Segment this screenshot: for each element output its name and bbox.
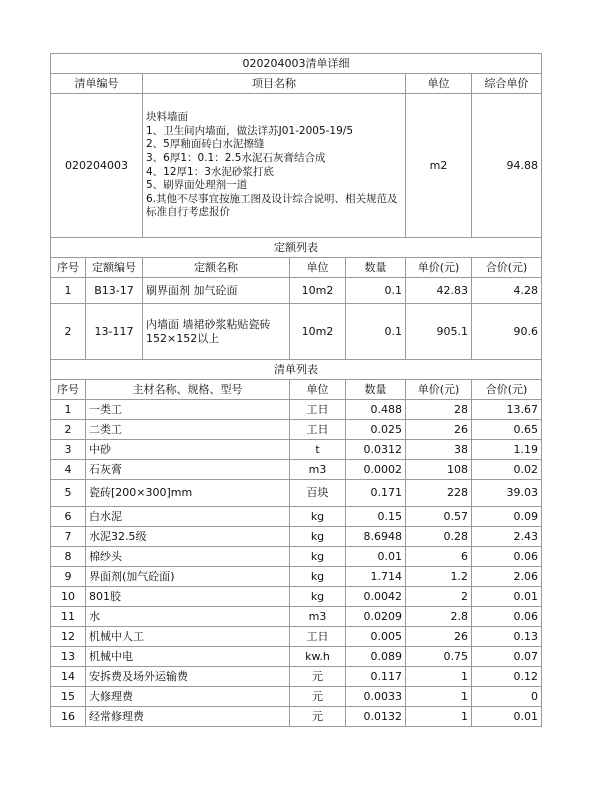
material-row [51, 687, 542, 707]
desc-line: 5、刷界面处理剂一道 [146, 179, 248, 192]
material-row [51, 507, 542, 527]
quota-no: 2 [51, 304, 86, 360]
material-name: 水泥32.5级 [86, 527, 290, 547]
material-price: 1 [406, 687, 472, 707]
material-price: 108 [406, 460, 472, 480]
material-no: 10 [51, 587, 86, 607]
material-price: 0.57 [406, 507, 472, 527]
material-price: 0.75 [406, 647, 472, 667]
desc-line: 6.其他不尽事宜按施工图及设计综合说明、相关规范及标准自行考虑报价 [146, 192, 398, 219]
material-total: 0.13 [472, 627, 542, 647]
quota-section-title: 定额列表 [51, 238, 542, 258]
quota-name: 刷界面剂 加气砼面 [143, 278, 290, 304]
material-unit: 工日 [290, 400, 346, 420]
desc-line: 块料墙面 [146, 111, 188, 124]
material-qty: 1.714 [346, 567, 406, 587]
material-price: 1 [406, 667, 472, 687]
materials-col-unit: 单位 [290, 380, 346, 400]
quota-total: 90.6 [472, 304, 542, 360]
item-price: 94.88 [472, 94, 542, 238]
material-qty: 0.089 [346, 647, 406, 667]
material-unit: kg [290, 567, 346, 587]
quota-col-price: 单价(元) [406, 258, 472, 278]
material-name: 二类工 [86, 420, 290, 440]
title-row [51, 54, 542, 74]
material-price: 1 [406, 707, 472, 727]
name-header: 项目名称 [143, 74, 406, 94]
bill-detail-table [50, 53, 542, 727]
material-row [51, 460, 542, 480]
material-row [51, 587, 542, 607]
quota-code: 13-117 [86, 304, 143, 360]
quota-code: B13-17 [86, 278, 143, 304]
material-no: 15 [51, 687, 86, 707]
desc-line: 1、卫生间内墙面，做法详苏J01-2005-19/5 [146, 124, 354, 137]
material-total: 0.02 [472, 460, 542, 480]
material-row [51, 547, 542, 567]
quota-qty: 0.1 [346, 278, 406, 304]
desc-line: 4、12厚1：3水泥砂浆打底 [146, 165, 274, 178]
material-unit: kg [290, 507, 346, 527]
material-total: 0 [472, 687, 542, 707]
material-price: 2 [406, 587, 472, 607]
item-code: 020204003 [51, 94, 143, 238]
material-name: 棉纱头 [86, 547, 290, 567]
quota-col-unit: 单位 [290, 258, 346, 278]
material-qty: 0.0033 [346, 687, 406, 707]
material-total: 0.07 [472, 647, 542, 667]
quota-row [51, 278, 542, 304]
material-row [51, 420, 542, 440]
materials-body [51, 400, 542, 727]
material-price: 228 [406, 480, 472, 507]
material-name: 801胶 [86, 587, 290, 607]
material-total: 0.01 [472, 587, 542, 607]
material-price: 2.8 [406, 607, 472, 627]
material-total: 0.01 [472, 707, 542, 727]
material-total: 0.09 [472, 507, 542, 527]
quota-row [51, 304, 542, 360]
material-unit: kg [290, 527, 346, 547]
material-qty: 0.488 [346, 400, 406, 420]
material-qty: 0.025 [346, 420, 406, 440]
material-no: 8 [51, 547, 86, 567]
material-unit: 元 [290, 667, 346, 687]
material-row [51, 707, 542, 727]
material-unit: m3 [290, 607, 346, 627]
code-header: 清单编号 [51, 74, 143, 94]
material-unit: m3 [290, 460, 346, 480]
material-price: 28 [406, 400, 472, 420]
material-unit: kw.h [290, 647, 346, 667]
material-no: 5 [51, 480, 86, 507]
material-row [51, 527, 542, 547]
material-row [51, 400, 542, 420]
material-price: 26 [406, 420, 472, 440]
material-total: 0.06 [472, 547, 542, 567]
material-qty: 8.6948 [346, 527, 406, 547]
material-qty: 0.15 [346, 507, 406, 527]
material-total: 1.19 [472, 440, 542, 460]
quota-col-no: 序号 [51, 258, 86, 278]
material-row [51, 440, 542, 460]
material-no: 2 [51, 420, 86, 440]
materials-col-total: 合价(元) [472, 380, 542, 400]
quota-header-row [51, 258, 542, 278]
material-unit: kg [290, 587, 346, 607]
material-no: 1 [51, 400, 86, 420]
material-qty: 0.0042 [346, 587, 406, 607]
materials-section-row [51, 360, 542, 380]
material-total: 0.12 [472, 667, 542, 687]
materials-col-no: 序号 [51, 380, 86, 400]
material-row [51, 567, 542, 587]
material-no: 9 [51, 567, 86, 587]
material-row [51, 627, 542, 647]
quota-col-name: 定额名称 [143, 258, 290, 278]
material-no: 3 [51, 440, 86, 460]
quota-unit: 10m2 [290, 304, 346, 360]
material-qty: 0.171 [346, 480, 406, 507]
material-row [51, 667, 542, 687]
material-name: 界面剂(加气砼面) [86, 567, 290, 587]
material-row [51, 647, 542, 667]
quota-qty: 0.1 [346, 304, 406, 360]
material-no: 7 [51, 527, 86, 547]
material-name: 大修理费 [86, 687, 290, 707]
quota-col-total: 合价(元) [472, 258, 542, 278]
item-unit: m2 [406, 94, 472, 238]
materials-header-row [51, 380, 542, 400]
material-row [51, 607, 542, 627]
material-unit: t [290, 440, 346, 460]
materials-col-name: 主材名称、规格、型号 [86, 380, 290, 400]
quota-unit: 10m2 [290, 278, 346, 304]
material-qty: 0.01 [346, 547, 406, 567]
material-no: 13 [51, 647, 86, 667]
material-name: 一类工 [86, 400, 290, 420]
material-qty: 0.005 [346, 627, 406, 647]
material-name: 机械中人工 [86, 627, 290, 647]
desc-line: 3、6厚1：0.1：2.5水泥石灰膏结合成 [146, 151, 326, 164]
material-name: 瓷砖[200×300]mm [86, 480, 290, 507]
desc-line: 2、5厚釉面砖白水泥擦缝 [146, 138, 265, 151]
material-total: 39.03 [472, 480, 542, 507]
material-total: 13.67 [472, 400, 542, 420]
unit-header: 单位 [406, 74, 472, 94]
quota-no: 1 [51, 278, 86, 304]
material-price: 1.2 [406, 567, 472, 587]
material-qty: 0.117 [346, 667, 406, 687]
material-unit: kg [290, 547, 346, 567]
material-name: 机械中电 [86, 647, 290, 667]
quota-price: 42.83 [406, 278, 472, 304]
material-qty: 0.0002 [346, 460, 406, 480]
item-row [51, 94, 542, 238]
quota-price: 905.1 [406, 304, 472, 360]
material-row [51, 480, 542, 507]
material-unit: 元 [290, 687, 346, 707]
material-name: 水 [86, 607, 290, 627]
quota-name: 内墙面 墙裙砂浆粘贴瓷砖152×152以上 [143, 304, 290, 360]
materials-section-title: 清单列表 [51, 360, 542, 380]
material-qty: 0.0209 [346, 607, 406, 627]
material-price: 6 [406, 547, 472, 567]
material-name: 经常修理费 [86, 707, 290, 727]
material-no: 16 [51, 707, 86, 727]
material-no: 14 [51, 667, 86, 687]
material-qty: 0.0312 [346, 440, 406, 460]
table-title: 020204003清单详细 [51, 54, 542, 74]
material-total: 0.65 [472, 420, 542, 440]
quota-total: 4.28 [472, 278, 542, 304]
quota-col-qty: 数量 [346, 258, 406, 278]
material-unit: 百块 [290, 480, 346, 507]
materials-col-price: 单价(元) [406, 380, 472, 400]
material-price: 26 [406, 627, 472, 647]
material-total: 2.06 [472, 567, 542, 587]
material-no: 12 [51, 627, 86, 647]
material-no: 4 [51, 460, 86, 480]
material-price: 38 [406, 440, 472, 460]
materials-col-qty: 数量 [346, 380, 406, 400]
material-name: 安拆费及场外运输费 [86, 667, 290, 687]
material-no: 6 [51, 507, 86, 527]
material-unit: 工日 [290, 420, 346, 440]
material-unit: 元 [290, 707, 346, 727]
material-total: 0.06 [472, 607, 542, 627]
material-qty: 0.0132 [346, 707, 406, 727]
material-total: 2.43 [472, 527, 542, 547]
material-name: 白水泥 [86, 507, 290, 527]
price-header: 综合单价 [472, 74, 542, 94]
quota-col-code: 定额编号 [86, 258, 143, 278]
item-description [143, 94, 406, 238]
material-name: 石灰膏 [86, 460, 290, 480]
material-no: 11 [51, 607, 86, 627]
quota-section-row [51, 238, 542, 258]
material-unit: 工日 [290, 627, 346, 647]
material-price: 0.28 [406, 527, 472, 547]
item-header-row [51, 74, 542, 94]
material-name: 中砂 [86, 440, 290, 460]
